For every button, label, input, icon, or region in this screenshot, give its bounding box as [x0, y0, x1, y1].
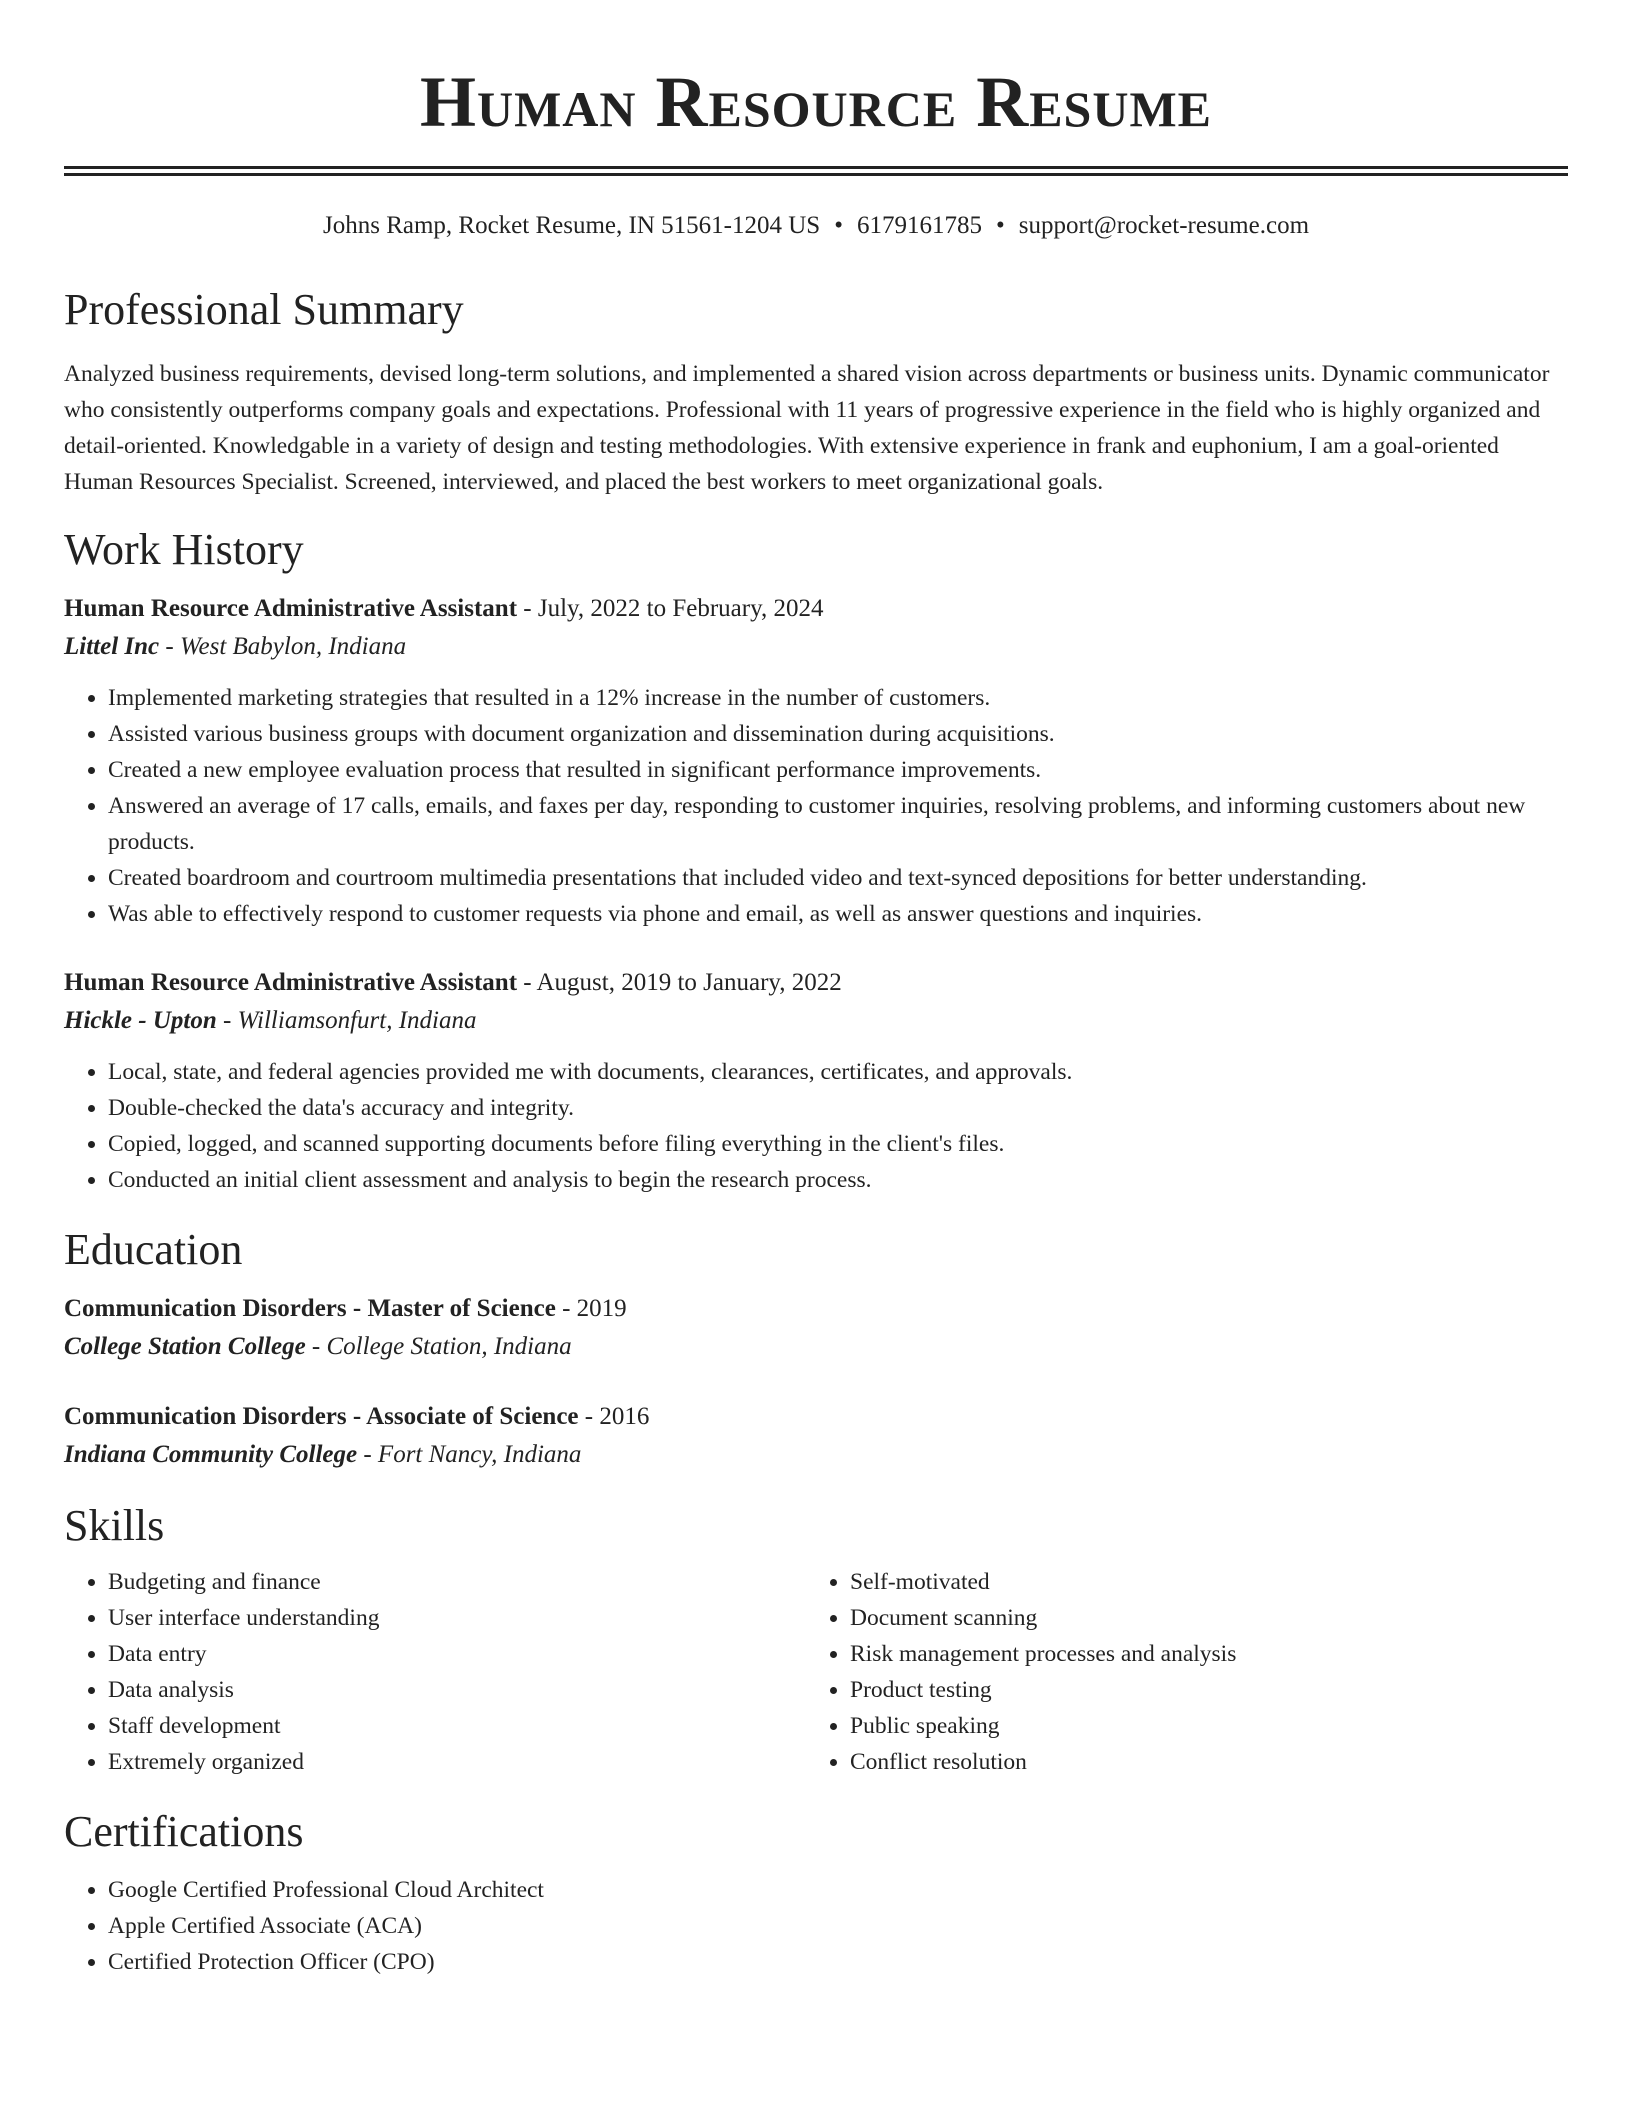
skill-item: • Budgeting and finance	[108, 1564, 806, 1600]
skill-item: • Staff development	[108, 1708, 806, 1744]
summary-section	[64, 284, 1568, 500]
education-school-line	[64, 1436, 1568, 1474]
job-entry	[64, 590, 1568, 932]
job-location: - West Babylon, Indiana	[159, 633, 407, 660]
job-dates: - August, 2019 to January, 2022	[517, 969, 842, 996]
education-location: - College Station, Indiana	[305, 1333, 572, 1360]
job-employer	[64, 628, 1568, 666]
title-double-rule	[64, 166, 1568, 176]
skills-section	[64, 1500, 1568, 1780]
certification-item: • Google Certified Professional Cloud Architect	[108, 1872, 1568, 1908]
skill-item: • Data entry	[108, 1636, 806, 1672]
list-item: • Created a new employee evaluation process that resulted in significant performance improvements.	[108, 752, 1568, 788]
skill-item: • Product testing	[850, 1672, 1568, 1708]
education-school: College Station College	[64, 1333, 306, 1360]
education-location: - Fort Nancy, Indiana	[357, 1441, 582, 1468]
contact-email: support@rocket-resume.com	[1018, 212, 1310, 239]
certification-item: • Apple Certified Associate (ACA)	[108, 1908, 1568, 1944]
summary-text: Analyzed business requirements, devised long-term solutions, and implemented a shared vision across departments or business units. Dynamic communicator who consistently outperforms company goals and expectations. Professional with 11 years of progressive experience in the field who is highly organized and detail-oriented. Knowledgable in a variety of design and testing methodologies. With extensive experience in frank and euphonium, I am a goal-oriented Human Resources Specialist. Screened, interviewed, and placed the best workers to meet organizational goals.	[64, 361, 1550, 495]
summary-heading: Professional Summary	[64, 285, 464, 334]
job-location: - Williamsonfurt, Indiana	[216, 1007, 477, 1034]
work-history-heading: Work History	[64, 525, 304, 574]
list-item: • Was able to effectively respond to customer requests via phone and email, as well as answer questions and inquiries.	[108, 896, 1568, 932]
skill-item: • Public speaking	[850, 1708, 1568, 1744]
education-header	[64, 1290, 1568, 1328]
contact-phone: 6179161785	[856, 212, 982, 239]
contact-separator: •	[834, 212, 843, 239]
certifications-heading: Certifications	[64, 1807, 304, 1856]
job-company: Littel Inc	[64, 633, 160, 660]
skill-item: • Conflict resolution	[850, 1744, 1568, 1780]
skill-item: • Self-motivated	[850, 1564, 1568, 1600]
list-item: • Created boardroom and courtroom multimedia presentations that included video and text-synced depositions for better understanding.	[108, 860, 1568, 896]
job-title: Human Resource Administrative Assistant	[64, 969, 518, 996]
list-item: • Double-checked the data's accuracy and integrity.	[108, 1090, 1568, 1126]
list-item: • Copied, logged, and scanned supporting documents before filing everything in the client's files.	[108, 1126, 1568, 1162]
list-item: • Implemented marketing strategies that resulted in a 12% increase in the number of customers.	[108, 680, 1568, 716]
education-degree: Communication Disorders - Associate of Science	[64, 1403, 579, 1430]
job-title: Human Resource Administrative Assistant	[64, 595, 518, 622]
certification-item: • Certified Protection Officer (CPO)	[108, 1944, 1568, 1980]
education-year: - 2019	[555, 1295, 627, 1322]
skill-item: • User interface understanding	[108, 1600, 806, 1636]
skills-list-right	[806, 1564, 1568, 1780]
skills-heading: Skills	[64, 1501, 165, 1550]
contact-line	[64, 210, 1568, 242]
job-company: Hickle - Upton	[64, 1007, 217, 1034]
education-school-line	[64, 1328, 1568, 1366]
certifications-section	[64, 1806, 1568, 1980]
work-history-section	[64, 524, 1568, 1198]
education-heading: Education	[64, 1225, 243, 1274]
education-year: - 2016	[578, 1403, 650, 1430]
resume-title: Human Resource Resume	[419, 62, 1213, 142]
education-entry	[64, 1290, 1568, 1366]
education-section	[64, 1224, 1568, 1474]
skill-item: • Data analysis	[108, 1672, 806, 1708]
job-bullets	[64, 1054, 1568, 1198]
job-entry	[64, 964, 1568, 1198]
skills-columns	[64, 1564, 1568, 1780]
certifications-list	[64, 1872, 1568, 1980]
job-dates: - July, 2022 to February, 2024	[517, 595, 824, 622]
job-header	[64, 964, 1568, 1002]
contact-address: Johns Ramp, Rocket Resume, IN 51561-1204 US	[322, 212, 821, 239]
job-header	[64, 590, 1568, 628]
skill-item: • Extremely organized	[108, 1744, 806, 1780]
education-entry	[64, 1398, 1568, 1474]
job-bullets	[64, 680, 1568, 932]
skills-list-left	[64, 1564, 806, 1780]
list-item: • Conducted an initial client assessment and analysis to begin the research process.	[108, 1162, 1568, 1198]
list-item: • Local, state, and federal agencies provided me with documents, clearances, certificates, and approvals.	[108, 1054, 1568, 1090]
list-item: • Assisted various business groups with document organization and dissemination during acquisitions.	[108, 716, 1568, 752]
list-item: • Answered an average of 17 calls, emails, and faxes per day, responding to customer inquiries, resolving problems, and informing customers about new products.	[108, 788, 1568, 860]
contact-separator: •	[995, 212, 1005, 239]
education-school: Indiana Community College	[64, 1441, 358, 1468]
education-degree: Communication Disorders - Master of Science	[64, 1295, 556, 1322]
skill-item: • Risk management processes and analysis	[850, 1636, 1568, 1672]
education-header	[64, 1398, 1568, 1436]
skill-item: • Document scanning	[850, 1600, 1568, 1636]
job-employer	[64, 1002, 1568, 1040]
